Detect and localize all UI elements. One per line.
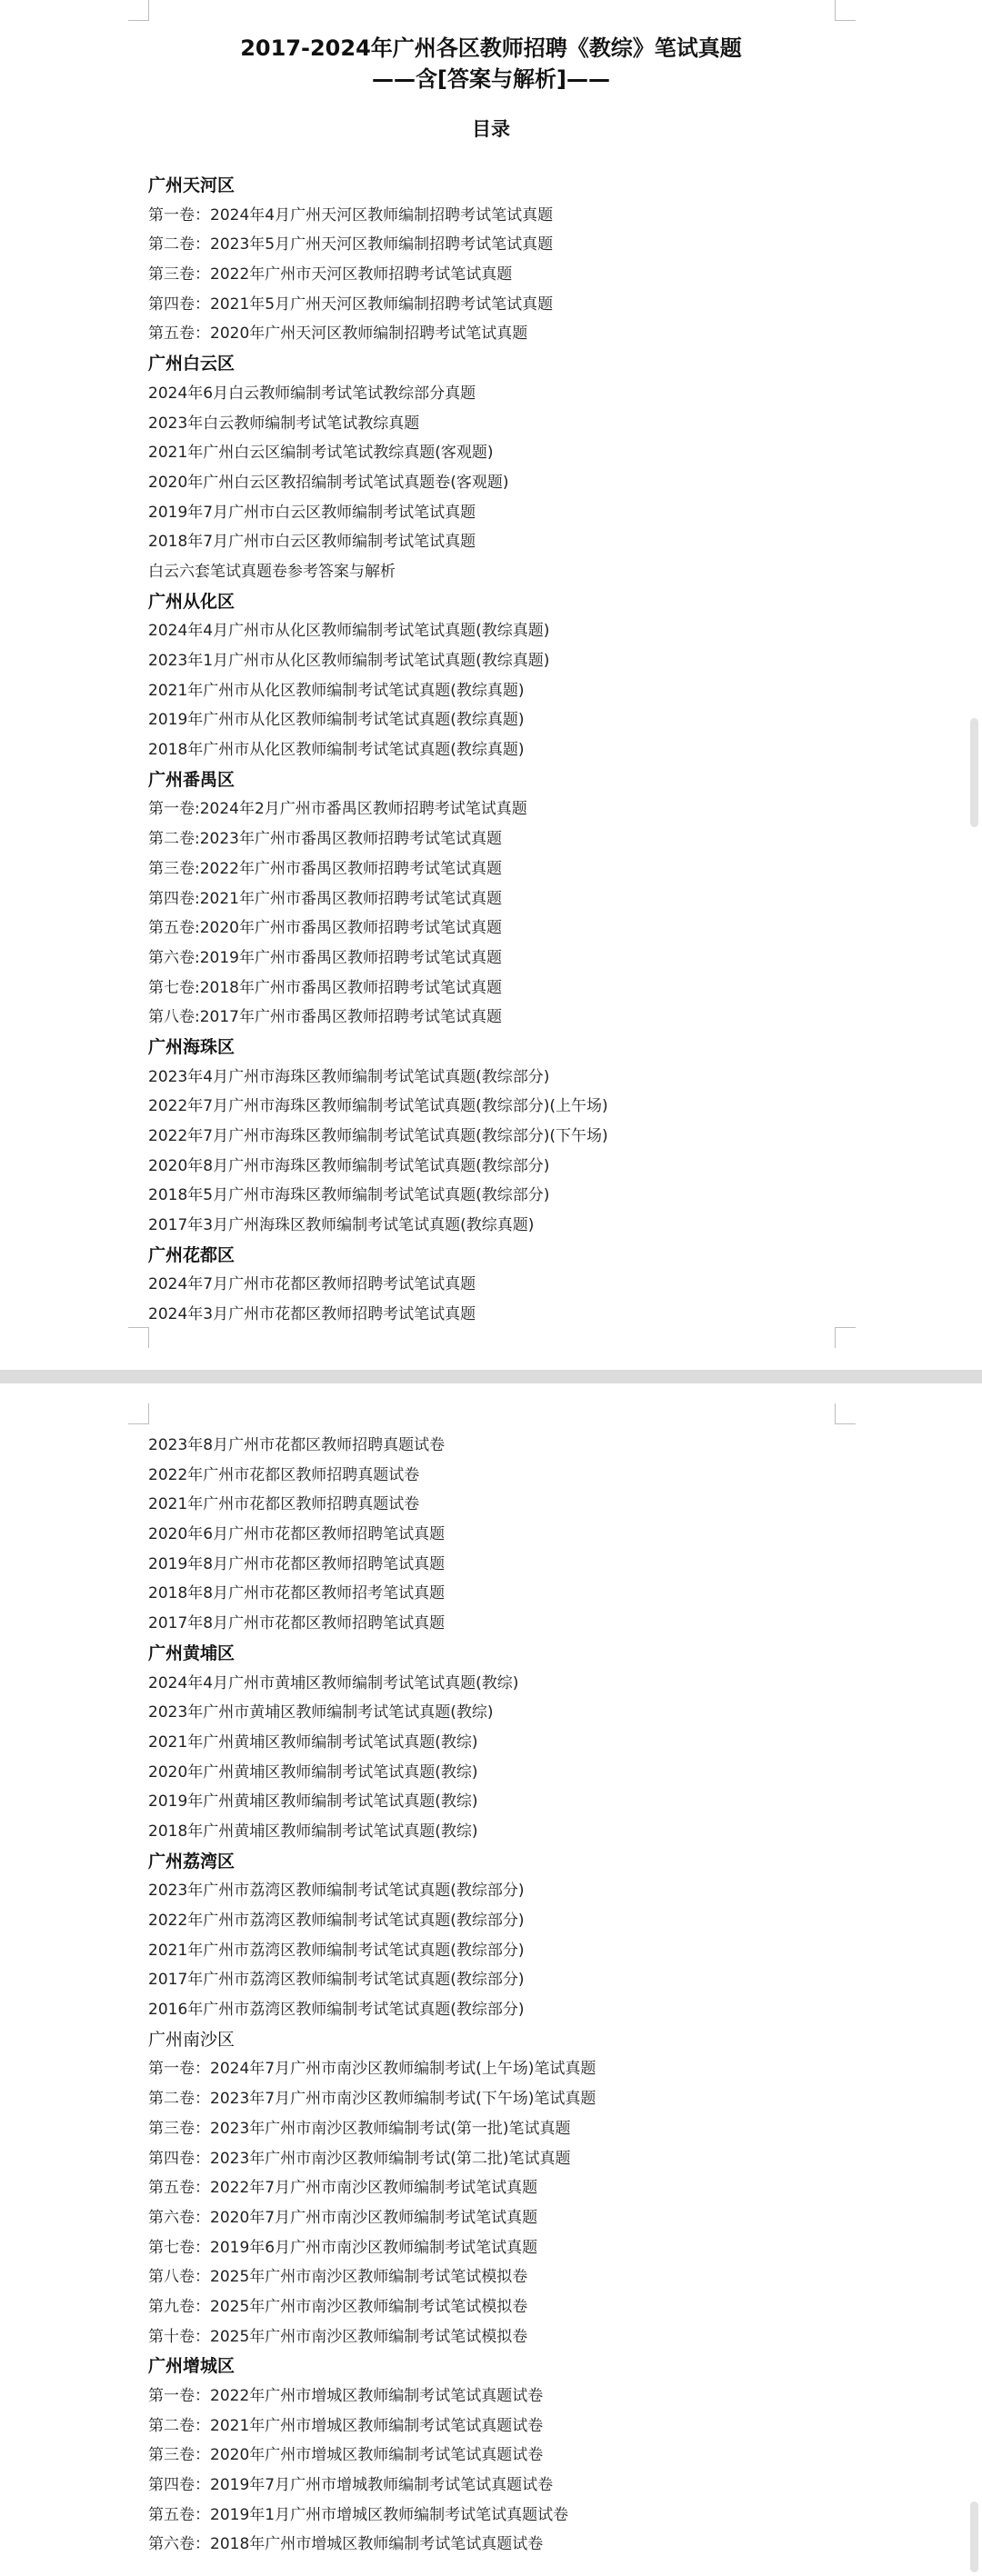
toc-entry[interactable]: 第七卷：2019年6月广州市南沙区教师编制考试笔试真题 [148,2238,538,2257]
crop-mark-bottom-left [128,1327,149,1348]
toc-entry[interactable]: 第三卷:2022年广州市番禺区教师招聘考试笔试真题 [148,859,502,878]
toc-district-heading: 广州番禺区 [148,769,235,790]
toc-entry[interactable]: 第五卷：2022年7月广州市南沙区教师编制考试笔试真题 [148,2179,538,2198]
document-title: 2017-2024年广州各区教师招聘《教综》笔试真题 [240,35,742,61]
toc-entry[interactable]: 2020年广州白云区教招编制考试笔试真题卷(客观题) [148,473,509,492]
toc-entry[interactable]: 2019年7月广州市白云区教师编制考试笔试真题 [148,503,476,522]
toc-entry[interactable]: 第一卷:2024年2月广州市番禺区教师招聘考试笔试真题 [148,800,527,819]
toc-entry[interactable]: 第四卷:2021年广州市番禺区教师招聘考试笔试真题 [148,889,502,908]
toc-entry[interactable]: 2023年广州市黄埔区教师编制考试笔试真题(教综) [148,1703,494,1722]
toc-entry[interactable]: 第三卷：2022年广州市天河区教师招聘考试笔试真题 [148,265,513,285]
toc-list-page-1 [148,171,608,1330]
toc-entry[interactable]: 第二卷：2023年7月广州市南沙区教师编制考试(下午场)笔试真题 [148,2090,596,2109]
toc-entry[interactable]: 2017年3月广州海珠区教师编制考试笔试真题(教综真题) [148,1216,535,1235]
toc-entry[interactable]: 2018年8月广州市花都区教师招考笔试真题 [148,1584,446,1603]
toc-entry[interactable]: 2016年广州市荔湾区教师编制考试笔试真题(教综部分) [148,2001,525,2020]
toc-entry[interactable]: 2018年7月广州市白云区教师编制考试笔试真题 [148,533,476,552]
toc-entry[interactable]: 2023年白云教师编制考试笔试教综真题 [148,414,420,433]
crop-mark-top-right [835,1403,856,1424]
toc-district-heading: 广州花都区 [148,1244,235,1265]
toc-entry[interactable]: 2022年广州市荔湾区教师编制考试笔试真题(教综部分) [148,1912,525,1930]
toc-entry[interactable]: 第四卷：2021年5月广州天河区教师编制招聘考试笔试真题 [148,295,554,314]
toc-district-heading: 广州荔湾区 [148,1851,235,1872]
toc-entry[interactable]: 2017年广州市荔湾区教师编制考试笔试真题(教综部分) [148,1971,525,1990]
toc-entry[interactable]: 第六卷：2018年广州市增城区教师编制考试笔试真题试卷 [148,2535,544,2554]
toc-district-heading: 广州从化区 [148,591,235,612]
toc-entry[interactable]: 2018年5月广州市海珠区教师编制考试笔试真题(教综部分) [148,1186,550,1205]
toc-entry[interactable]: 第八卷：2025年广州市南沙区教师编制考试笔试模拟卷 [148,2268,528,2287]
toc-entry[interactable]: 2024年7月广州市花都区教师招聘考试笔试真题 [148,1275,476,1294]
crop-mark-top-left [128,0,149,21]
toc-entry[interactable]: 2021年广州市荔湾区教师编制考试笔试真题(教综部分) [148,1941,525,1960]
toc-entry[interactable]: 2023年广州市荔湾区教师编制考试笔试真题(教综部分) [148,1882,525,1901]
toc-entry[interactable]: 第三卷：2023年广州市南沙区教师编制考试(第一批)笔试真题 [148,2119,571,2138]
toc-entry[interactable]: 第五卷：2019年1月广州市增城区教师编制考试笔试真题试卷 [148,2505,569,2524]
toc-entry[interactable]: 第五卷：2020年广州天河区教师编制招聘考试笔试真题 [148,324,528,344]
toc-entry[interactable]: 2019年广州市从化区教师编制考试笔试真题(教综真题) [148,711,525,730]
toc-entry[interactable]: 第一卷：2024年7月广州市南沙区教师编制考试(上午场)笔试真题 [148,2060,596,2079]
crop-mark-top-right [835,0,856,21]
toc-entry[interactable]: 第十卷：2025年广州市南沙区教师编制考试笔试模拟卷 [148,2327,528,2346]
crop-mark-bottom-right [835,1327,856,1348]
toc-entry[interactable]: 2023年1月广州市从化区教师编制考试笔试真题(教综真题) [148,652,550,670]
toc-district-heading: 广州白云区 [148,354,235,374]
toc-entry[interactable]: 2020年广州黄埔区教师编制考试笔试真题(教综) [148,1762,478,1782]
toc-entry[interactable]: 2023年8月广州市花都区教师招聘真题试卷 [148,1436,446,1454]
crop-mark-top-left [128,1403,149,1424]
toc-entry[interactable]: 2018年广州黄埔区教师编制考试笔试真题(教综) [148,1822,478,1841]
toc-entry[interactable]: 2022年7月广州市海珠区教师编制考试笔试真题(教综部分)(上午场) [148,1097,608,1116]
toc-entry[interactable]: 2017年8月广州市花都区教师招聘笔试真题 [148,1614,446,1633]
toc-district-heading: 广州天河区 [148,175,235,195]
toc-district-heading: 广州黄埔区 [148,1642,235,1663]
toc-entry[interactable]: 2024年4月广州市黄埔区教师编制考试笔试真题(教综) [148,1673,519,1692]
toc-entry[interactable]: 2024年3月广州市花都区教师招聘考试笔试真题 [148,1305,476,1324]
toc-entry[interactable]: 第四卷：2023年广州市南沙区教师编制考试(第二批)笔试真题 [148,2149,571,2168]
toc-entry[interactable]: 第一卷：2024年4月广州天河区教师编制招聘考试笔试真题 [148,205,554,225]
toc-district-heading: 广州海珠区 [148,1036,235,1057]
toc-entry[interactable]: 2020年8月广州市海珠区教师编制考试笔试真题(教综部分) [148,1156,550,1175]
toc-entry[interactable]: 第九卷：2025年广州市南沙区教师编制考试笔试模拟卷 [148,2297,528,2316]
page-separator [0,1370,982,1383]
toc-list-page-2 [148,1431,596,2560]
toc-entry[interactable]: 第八卷:2017年广州市番禺区教师招聘考试笔试真题 [148,1008,502,1027]
toc-entry[interactable]: 2019年8月广州市花都区教师招聘笔试真题 [148,1554,446,1573]
scrollbar-thumb[interactable] [970,718,978,827]
toc-district-heading: 广州南沙区 [148,2029,235,2050]
toc-entry[interactable]: 2024年6月白云教师编制考试笔试教综部分真题 [148,384,476,403]
toc-entry[interactable]: 第六卷：2020年7月广州市南沙区教师编制考试笔试真题 [148,2208,538,2227]
toc-entry[interactable]: 2021年广州白云区编制考试笔试教综真题(客观题) [148,444,494,463]
toc-entry[interactable]: 2020年6月广州市花都区教师招聘笔试真题 [148,1525,446,1544]
toc-entry[interactable]: 第二卷:2023年广州市番禺区教师招聘考试笔试真题 [148,830,502,849]
toc-entry[interactable]: 2021年广州市从化区教师编制考试笔试真题(教综真题) [148,681,525,700]
scrollbar-thumb-bottom[interactable] [970,2501,978,2572]
toc-entry[interactable]: 第六卷:2019年广州市番禺区教师招聘考试笔试真题 [148,948,502,967]
toc-entry[interactable]: 2021年广州市花都区教师招聘真题试卷 [148,1495,420,1514]
toc-entry[interactable]: 第三卷：2020年广州市增城区教师编制考试笔试真题试卷 [148,2446,544,2465]
toc-entry[interactable]: 第二卷：2021年广州市增城区教师编制考试笔试真题试卷 [148,2416,544,2435]
toc-heading: 目录 [472,118,510,140]
toc-entry[interactable]: 2019年广州黄埔区教师编制考试笔试真题(教综) [148,1792,478,1812]
toc-entry[interactable]: 2022年广州市花都区教师招聘真题试卷 [148,1465,420,1484]
toc-entry[interactable]: 2018年广州市从化区教师编制考试笔试真题(教综真题) [148,741,525,760]
toc-entry[interactable]: 2023年4月广州市海珠区教师编制考试笔试真题(教综部分) [148,1067,550,1086]
toc-district-heading: 广州增城区 [148,2356,235,2377]
toc-entry[interactable]: 第四卷：2019年7月广州市增城教师编制考试笔试真题试卷 [148,2476,554,2495]
toc-entry[interactable]: 第一卷：2022年广州市增城区教师编制考试笔试真题试卷 [148,2387,544,2405]
document-page-2 [0,1383,982,2576]
toc-entry[interactable]: 第二卷：2023年5月广州天河区教师编制招聘考试笔试真题 [148,235,554,255]
toc-entry[interactable]: 2022年7月广州市海珠区教师编制考试笔试真题(教综部分)(下午场) [148,1127,608,1145]
toc-entry[interactable]: 第七卷:2018年广州市番禺区教师招聘考试笔试真题 [148,978,502,997]
document-subtitle: ——含[答案与解析]—— [372,66,610,92]
toc-entry[interactable]: 2021年广州黄埔区教师编制考试笔试真题(教综) [148,1732,478,1752]
toc-entry[interactable]: 第五卷:2020年广州市番禺区教师招聘考试笔试真题 [148,919,502,938]
toc-entry[interactable]: 白云六套笔试真题卷参考答案与解析 [148,562,396,581]
toc-entry[interactable]: 2024年4月广州市从化区教师编制考试笔试真题(教综真题) [148,622,550,641]
